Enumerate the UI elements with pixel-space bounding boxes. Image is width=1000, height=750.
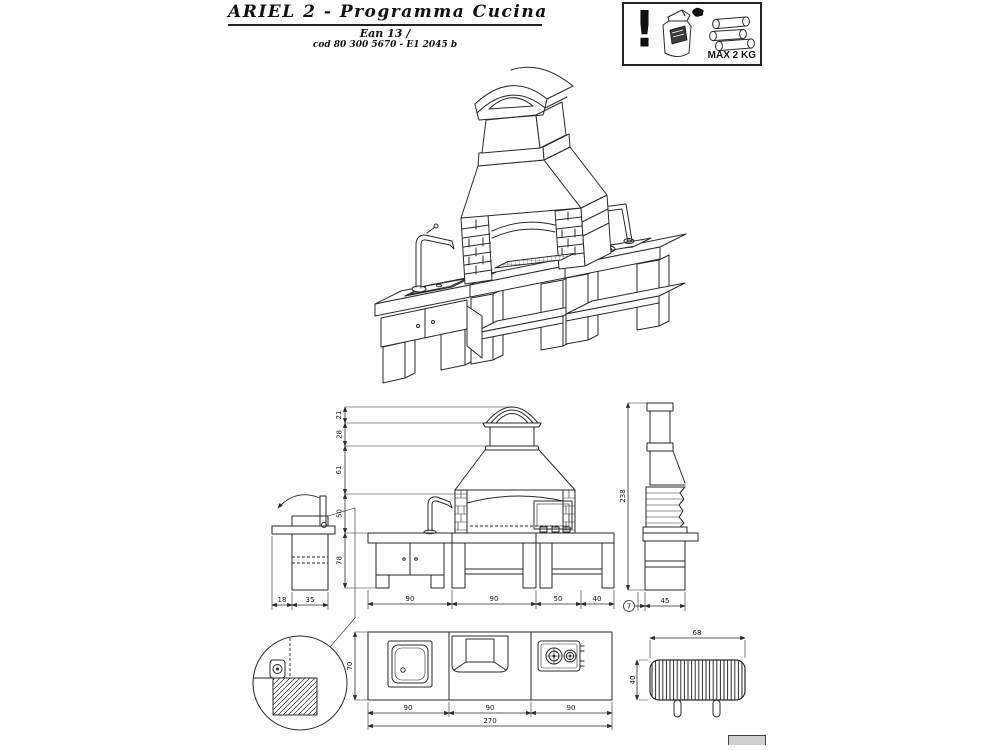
grate-drawing [650, 660, 745, 717]
dim-label: 68 [692, 629, 702, 637]
plan-dims [346, 632, 612, 730]
dim-label: 40 [629, 675, 637, 685]
dim-label: 50 [553, 595, 563, 603]
plan-view [340, 625, 630, 730]
dim-label: 28 [335, 430, 344, 439]
charcoal-bag-icon [652, 5, 712, 63]
max-weight-label: MAX 2 KG [707, 50, 756, 61]
dim-label: 70 [346, 661, 354, 671]
dim-label: 78 [335, 556, 344, 565]
isometric-drawing [355, 68, 705, 398]
plan-drawing [368, 632, 612, 700]
title-block [228, 2, 548, 50]
page-fragment [728, 735, 766, 745]
front-horizontal-dims [368, 590, 614, 609]
detail-circle [253, 636, 347, 730]
dim-label: 40 [592, 595, 602, 603]
page-title: ARIEL 2 - Programma Cucina [228, 2, 548, 22]
dim-label: 238 [619, 489, 627, 503]
dim-label: 61 [335, 465, 343, 475]
front-drawing [368, 407, 614, 588]
dim-label: 90 [485, 704, 495, 712]
chimney-side-view [610, 393, 750, 638]
dim-label: 90 [489, 595, 499, 603]
side-dims [619, 403, 685, 612]
dim-label: 90 [405, 595, 415, 603]
dim-label: 7 [626, 602, 632, 611]
code-line: cod 80 300 5670 - E1 2045 b [312, 40, 458, 50]
dim-label: 21 [335, 410, 343, 420]
exclamation-icon: ! [634, 0, 655, 59]
hob-side-dims [272, 536, 328, 610]
dim-label: 90 [566, 704, 576, 712]
ean-line: Ean 13 / [359, 27, 411, 40]
fuel-warning-box [622, 2, 762, 66]
dim-label: 90 [403, 704, 413, 712]
dim-label: 50 [335, 509, 344, 518]
dim-label: 270 [483, 717, 497, 725]
dim-label: 35 [305, 596, 315, 604]
side-drawing [643, 403, 698, 590]
chimney-and-firebox [461, 67, 611, 284]
title-rule [228, 24, 542, 26]
dim-label: 18 [277, 596, 287, 604]
grate-top-view [625, 615, 760, 730]
dim-label: 45 [660, 597, 670, 605]
